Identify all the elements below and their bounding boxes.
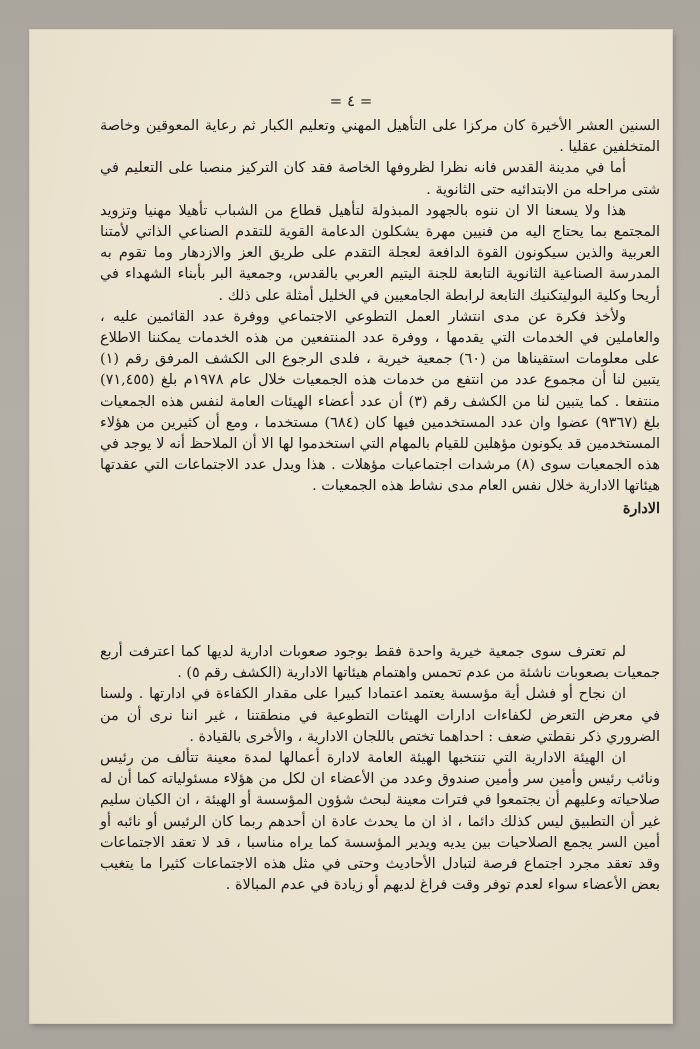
section-heading: الادارة [622, 499, 660, 517]
paragraph: ولأخذ فكرة عن مدى انتشار العمل التطوعي الاجتماعي ووفرة عدد القائمين عليه ، والعاملين في الخدمات التي يقدمها ، ووفرة عدد المنتفعين من هذه الخدمات يمكننا الاطلاع على معلومات استقيناها من (٦٠) جمعية خيرية ، فلدى الرجوع الى الكشف المرفق رقم (١) يتبين لنا أن مجموع عدد من انتفع من خدمات هذه الجمعيات خلال عام ١٩٧٨م بلغ (٧١,٤٥٥) منتفعا . كما يتبين لنا من الكشف رقم (٣) أن عدد أعضاء الهيئات العامة لنفس هذه الجمعيات بلغ (٩٣٦٧) عضوا وان عدد المستخدمين فيها كان (٦٨٤) مستخدما ، ومع أن كثيرين من هؤلاء المستخدمين قد يكونون مؤهلين للقيام بالمهام التي استخدموا لها الا أن الملاحظ أنه لا يوجد في هذه الجمعيات سوى (٨) مرشدات اجتماعيات مؤهلات . هذا ويدل عدد الاجتماعات التي عقدتها هيئاتها الادارية خلال نفس العام مدى نشاط هذه الجمعيات . [100, 308, 661, 495]
paragraph: السنين العشر الأخيرة كان مركزا على التأهيل المهني وتعليم الكبار ثم رعاية المعوقين وخاصة المتخلفين عقليا . [100, 118, 660, 156]
paragraph: ان الهيئة الادارية التي تنتخبها الهيئة العامة لادارة أعمالها لمدة معينة تتألف من رئيس ونائب رئيس وأمين سر وأمين صندوق وعدد من الأعضاء ان لكل من هؤلاء مسئولياته كما أن له صلاحياته وعليهم أن يجتمعوا في فترات معينة لبحث شؤون المؤسسة أو الهيئة ، ان الكيان سليم غير أن التطبيق ليس كذلك دائما ، اذ ان ما يحدث عادة ان أحدهم ربما كان الرئيس أو نائبه أو أمين السر يجمع الصلاحيات بين يديه ويدير المؤسسة كما يراه مناسبا ، قد لا تعقد الاجتماعات وقد تعقد مجرد اجتماع فرصة لتبادل الأحاديث وحتى في مثل هذه الاجتماعات كثيرا ما يتغيب بعض الأعضاء سواء لعدم توفر وقت فراغ لديهم أو زيادة في عدم المبالاة . [100, 750, 660, 894]
text-section-bottom [100, 642, 660, 896]
paragraph: لم تعترف سوى جمعية خيرية واحدة فقط بوجود صعوبات ادارية لديها كما اعترفت أربع جمعيات بصعوبات ناشئة من عدم تحمس واهتمام هيئاتها الادارية (الكشف رقم ٥) . [100, 644, 660, 682]
paragraph: هذا ولا يسعنا الا ان ننوه بالجهود المبذولة لتأهيل قطاع من الشباب تأهيلا مهنيا وتزويد المجتمع بما يحتاج اليه من فنيين مهرة يشكلون الدعامة القوية للتقدم الصناعي الذاتي لأمتنا العربية والذين سيكونون القوة الدافعة لعجلة التقدم على طريق العز والازدهار وما تقوم به المدرسة الصناعية الثانوية التابعة للجنة اليتيم العربي بالقدس، وجمعية البر بأبناء الشهداء في أريحا وكلية البوليتكنيك التابعة لرابطة الجامعيين في الخليل أمثلة على ذلك . [100, 202, 660, 304]
paragraph: أما في مدينة القدس فانه نظرا لظروفها الخاصة فقد كان التركيز منصبا على التعليم في شتى مراحله من الابتدائيه حتى الثانوية . [100, 160, 660, 198]
page-number: = ٤ = [329, 92, 373, 110]
paragraph: ان نجاح أو فشل أية مؤسسة يعتمد اعتمادا كبيرا على مقدار الكفاءة في ادارتها . ولسنا في معرض التعرض لكفاءات ادارات الهيئات التطوعية في منطقتنا ، غير اننا نرى أن من الضروري ذكر نقطتي ضعف : احداهما تختص باللجان الادارية ، والأخرى بالقيادة . [100, 686, 660, 745]
text-section-top [100, 116, 660, 519]
document-page [30, 30, 672, 1023]
